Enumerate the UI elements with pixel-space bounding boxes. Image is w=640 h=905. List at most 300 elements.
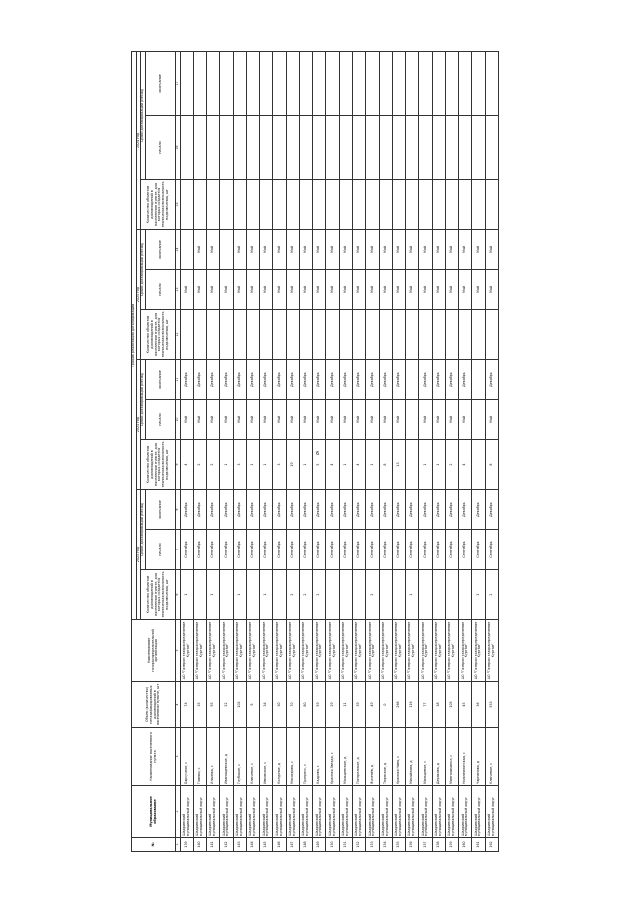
start-2024-cell <box>472 116 485 180</box>
settlement-cell: Красная Нива, с <box>392 728 405 786</box>
row-number: 145 <box>260 838 273 852</box>
row-number: 161 <box>472 838 485 852</box>
count-2025-cell <box>485 310 498 360</box>
start-2024-cell <box>392 116 405 180</box>
start-2024-cell <box>485 116 498 180</box>
settlement-cell: Михайлова, д <box>406 728 419 786</box>
settlement-cell: Ключевое, с <box>485 728 498 786</box>
column-number: 8 <box>176 490 180 530</box>
end-2025-cell: Май <box>260 230 273 270</box>
start-2024-cell <box>379 116 392 180</box>
start-2023b-cell: Май <box>286 400 299 440</box>
end-2023b-cell: Декабрь <box>286 360 299 400</box>
start-2025-cell: Май <box>260 270 273 310</box>
gdo-cell: АО "Газпром газораспределение Курган" <box>445 620 458 682</box>
header-count-4: Количество объектов домовладений в населенном пункте, для которых создается техническая возможность подключения, шт <box>141 180 176 230</box>
end-2025-cell: Май <box>233 230 246 270</box>
settlement-cell: Иванищевское, д <box>220 728 233 786</box>
start-2025-cell: Май <box>352 270 365 310</box>
table-row <box>286 51 299 851</box>
count-2023-cell: 1 <box>406 570 419 620</box>
table-row <box>246 51 259 851</box>
start-2023b-cell: Май <box>273 400 286 440</box>
municipality-cell: Шадринский муниципальный округ <box>326 786 339 838</box>
row-number: 152 <box>352 838 365 852</box>
end-2024-cell <box>299 51 312 115</box>
start-2023b-cell: Май <box>233 400 246 440</box>
end-2025-cell: Май <box>445 230 458 270</box>
objects-count-cell: 70 <box>286 682 299 728</box>
end-2025-cell: Май <box>273 230 286 270</box>
objects-count-cell: 29 <box>326 682 339 728</box>
row-number: 150 <box>326 838 339 852</box>
count-2025-cell <box>379 310 392 360</box>
column-number: 2 <box>176 786 180 838</box>
end-2023-cell: Декабрь <box>193 490 206 530</box>
municipality-cell: Шадринский муниципальный округ <box>193 786 206 838</box>
count-2024-cell <box>379 180 392 230</box>
count-2023b-cell: 2 <box>445 440 458 490</box>
settlement-cell: Нижнеилатская, с <box>459 728 472 786</box>
header-year-2024: 2024 год <box>136 51 141 229</box>
objects-count-cell: 0 <box>379 682 392 728</box>
count-2023-cell: 1 <box>207 570 220 620</box>
start-2023-cell: Сентябрь <box>207 530 220 570</box>
settlement-cell: Мальцевское, д <box>339 728 352 786</box>
count-2025-cell <box>419 310 432 360</box>
count-2024-cell <box>193 180 206 230</box>
municipality-cell: Шадринский муниципальный округ <box>432 786 445 838</box>
end-2023b-cell: Декабрь <box>193 360 206 400</box>
objects-count-cell: 36 <box>472 682 485 728</box>
start-2023b-cell <box>406 400 419 440</box>
start-2024-cell <box>445 116 458 180</box>
settlement-cell: Ильинка, с <box>207 728 220 786</box>
start-2023-cell: Сентябрь <box>260 530 273 570</box>
gasification-schedule-table <box>131 51 499 852</box>
municipality-cell: Шадринский муниципальный округ <box>339 786 352 838</box>
end-2025-cell: Май <box>313 230 326 270</box>
objects-count-cell: 59 <box>313 682 326 728</box>
header-municipality: Муниципальное образование <box>132 786 176 838</box>
end-2025-cell: Май <box>406 230 419 270</box>
start-2023b-cell: Май <box>352 400 365 440</box>
end-2023-cell: Декабрь <box>326 490 339 530</box>
column-number: 16 <box>176 116 180 180</box>
end-2023-cell: Декабрь <box>273 490 286 530</box>
row-number: 151 <box>339 838 352 852</box>
settlement-cell: Колурное, д <box>273 728 286 786</box>
start-2025-cell: Май <box>326 270 339 310</box>
municipality-cell: Шадринский муниципальный округ <box>233 786 246 838</box>
column-number: 1 <box>176 838 180 852</box>
count-2023-cell <box>459 570 472 620</box>
end-2023b-cell <box>472 360 485 400</box>
end-2025-cell: Май <box>485 230 498 270</box>
end-2023-cell: Декабрь <box>472 490 485 530</box>
end-2023-cell: Декабрь <box>246 490 259 530</box>
count-2025-cell <box>220 310 233 360</box>
start-2024-cell <box>180 116 193 180</box>
municipality-cell: Шадринский муниципальный округ <box>299 786 312 838</box>
start-2023-cell: Сентябрь <box>472 530 485 570</box>
end-2024-cell <box>485 51 498 115</box>
end-2023-cell: Декабрь <box>392 490 405 530</box>
settlement-cell: Глубокое, с <box>233 728 246 786</box>
column-number: 6 <box>176 570 180 620</box>
start-2025-cell: Май <box>299 270 312 310</box>
start-2025-cell: Май <box>445 270 458 310</box>
table-row <box>180 51 193 851</box>
end-2023-cell: Декабрь <box>432 490 445 530</box>
row-number: 141 <box>207 838 220 852</box>
end-2025-cell: Май <box>207 230 220 270</box>
end-2025-cell <box>180 230 193 270</box>
start-2025-cell: Май <box>339 270 352 310</box>
column-number: 3 <box>176 728 180 786</box>
column-number: 15 <box>176 180 180 230</box>
count-2023b-cell: 3 <box>233 440 246 490</box>
start-2023-cell: Сентябрь <box>313 530 326 570</box>
end-2024-cell <box>419 51 432 115</box>
objects-count-cell: 102 <box>233 682 246 728</box>
start-2023-cell: Сентябрь <box>459 530 472 570</box>
gdo-cell: АО "Газпром газораспределение Курган" <box>299 620 312 682</box>
gdo-cell: АО "Газпром газораспределение Курган" <box>339 620 352 682</box>
header-terms-3: Сроки догазификации (месяц) <box>141 230 146 310</box>
count-2023-cell: 1 <box>233 570 246 620</box>
gdo-cell: АО "Газпром газораспределение Курган" <box>193 620 206 682</box>
count-2023-cell <box>419 570 432 620</box>
count-2023b-cell: 4 <box>459 440 472 490</box>
count-2023-cell <box>220 570 233 620</box>
row-number: 156 <box>406 838 419 852</box>
table-row <box>207 51 220 851</box>
start-2025-cell: Май <box>432 270 445 310</box>
count-2024-cell <box>326 180 339 230</box>
count-2023b-cell <box>406 440 419 490</box>
end-2025-cell: Май <box>419 230 432 270</box>
municipality-cell: Шадринский муниципальный округ <box>273 786 286 838</box>
end-2023b-cell: Декабрь <box>246 360 259 400</box>
end-2024-cell <box>472 51 485 115</box>
count-2024-cell <box>246 180 259 230</box>
end-2023b-cell: Декабрь <box>392 360 405 400</box>
count-2025-cell <box>366 310 379 360</box>
count-2024-cell <box>273 180 286 230</box>
count-2023-cell: 2 <box>286 570 299 620</box>
count-2023b-cell <box>472 440 485 490</box>
end-2023-cell: Декабрь <box>220 490 233 530</box>
objects-count-cell: 49 <box>366 682 379 728</box>
end-2023b-cell: Декабрь <box>313 360 326 400</box>
start-2025-cell: Май <box>273 270 286 310</box>
end-2023b-cell: Декабрь <box>273 360 286 400</box>
header-year-2023b: 2023 год <box>136 360 141 490</box>
column-number: 12 <box>176 310 180 360</box>
municipality-cell: Шадринский муниципальный округ <box>406 786 419 838</box>
objects-count-cell: 38 <box>432 682 445 728</box>
settlement-cell: Ячменёв, д <box>366 728 379 786</box>
objects-count-cell: 45 <box>459 682 472 728</box>
start-2023b-cell: Май <box>485 400 498 440</box>
gdo-cell: АО "Газпром газораспределение Курган" <box>392 620 405 682</box>
municipality-cell: Шадринский муниципальный округ <box>180 786 193 838</box>
header-count-3: Количество объектов домовладений в населенном пункте, для которых создается техническая возможность подключения, шт <box>141 310 176 360</box>
start-2023-cell: Сентябрь <box>339 530 352 570</box>
start-2024-cell <box>406 116 419 180</box>
row-number: 153 <box>366 838 379 852</box>
municipality-cell: Шадринский муниципальный округ <box>220 786 233 838</box>
end-2023b-cell: Декабрь <box>459 360 472 400</box>
start-2024-cell <box>260 116 273 180</box>
count-2023-cell: 2 <box>313 570 326 620</box>
end-2023-cell: Декабрь <box>233 490 246 530</box>
end-2023-cell: Декабрь <box>459 490 472 530</box>
end-2023-cell: Декабрь <box>406 490 419 530</box>
count-2024-cell <box>445 180 458 230</box>
count-2023b-cell: 1 <box>366 440 379 490</box>
count-2023b-cell: 4 <box>180 440 193 490</box>
table-row <box>299 51 312 851</box>
row-number: 142 <box>220 838 233 852</box>
count-2024-cell <box>432 180 445 230</box>
start-2025-cell: Май <box>406 270 419 310</box>
count-2023b-cell: 2 <box>193 440 206 490</box>
end-2023b-cell: Декабрь <box>220 360 233 400</box>
end-2023-cell: Декабрь <box>339 490 352 530</box>
start-2024-cell <box>273 116 286 180</box>
end-2023-cell: Декабрь <box>366 490 379 530</box>
header-settlement: Наименование населенного пункта <box>132 728 176 786</box>
count-2025-cell <box>233 310 246 360</box>
row-number: 155 <box>392 838 405 852</box>
start-2023-cell: Сентябрь <box>392 530 405 570</box>
start-2023b-cell: Май <box>220 400 233 440</box>
count-2024-cell <box>472 180 485 230</box>
start-2025-cell: Май <box>220 270 233 310</box>
municipality-cell: Шадринский муниципальный округ <box>366 786 379 838</box>
objects-count-cell: 266 <box>392 682 405 728</box>
count-2024-cell <box>419 180 432 230</box>
start-2023b-cell: Май <box>260 400 273 440</box>
count-2023-cell: 1 <box>180 570 193 620</box>
gdo-cell: АО "Газпром газораспределение Курган" <box>220 620 233 682</box>
count-2023-cell <box>246 570 259 620</box>
start-2023-cell: Сентябрь <box>485 530 498 570</box>
header-start-4: начало <box>146 116 176 180</box>
start-2025-cell: Май <box>459 270 472 310</box>
table-row <box>432 51 445 851</box>
gdo-cell: АО "Газпром газораспределение Курган" <box>419 620 432 682</box>
end-2023b-cell <box>406 360 419 400</box>
count-2023b-cell: 13 <box>392 440 405 490</box>
start-2024-cell <box>339 116 352 180</box>
settlement-cell: Деряхова, д <box>432 728 445 786</box>
start-2023b-cell: Май <box>299 400 312 440</box>
end-2025-cell: Май <box>286 230 299 270</box>
table-row <box>406 51 419 851</box>
header-terms-1: Сроки догазификации (месяц) <box>141 490 146 570</box>
start-2025-cell: Май <box>207 270 220 310</box>
end-2025-cell: Май <box>379 230 392 270</box>
end-2025-cell: Май <box>193 230 206 270</box>
row-number: 160 <box>459 838 472 852</box>
table-row <box>260 51 273 851</box>
start-2023b-cell: Май <box>432 400 445 440</box>
settlement-cell: Мингалихинсл, с <box>445 728 458 786</box>
gdo-cell: АО "Газпром газораспределение Курган" <box>379 620 392 682</box>
count-2023-cell <box>392 570 405 620</box>
table-row <box>366 51 379 851</box>
end-2023-cell: Декабрь <box>379 490 392 530</box>
table-row <box>392 51 405 851</box>
table-row <box>472 51 485 851</box>
end-2023-cell: Декабрь <box>419 490 432 530</box>
count-2023-cell: 2 <box>299 570 312 620</box>
start-2023-cell: Сентябрь <box>220 530 233 570</box>
municipality-cell: Шадринский муниципальный округ <box>246 786 259 838</box>
header-index: № <box>132 838 176 852</box>
column-number: 9 <box>176 440 180 490</box>
end-2024-cell <box>246 51 259 115</box>
end-2024-cell <box>366 51 379 115</box>
count-2023-cell <box>445 570 458 620</box>
start-2023-cell: Сентябрь <box>445 530 458 570</box>
end-2023-cell: Декабрь <box>299 490 312 530</box>
count-2024-cell <box>180 180 193 230</box>
row-number: 149 <box>313 838 326 852</box>
header-terms-2: Сроки догазификации (месяц) <box>141 360 146 440</box>
start-2025-cell: Май <box>246 270 259 310</box>
start-2023-cell: Сентябрь <box>246 530 259 570</box>
settlement-cell: Глинки, с <box>193 728 206 786</box>
count-2023b-cell: 3 <box>273 440 286 490</box>
start-2024-cell <box>233 116 246 180</box>
end-2024-cell <box>352 51 365 115</box>
end-2023b-cell: Декабрь <box>445 360 458 400</box>
end-2023-cell: Декабрь <box>313 490 326 530</box>
end-2024-cell <box>207 51 220 115</box>
start-2024-cell <box>299 116 312 180</box>
row-number: 144 <box>246 838 259 852</box>
settlement-cell: Ивковское, с <box>260 728 273 786</box>
column-number: 7 <box>176 530 180 570</box>
start-2024-cell <box>432 116 445 180</box>
header-gdo: Наименование газораспределительной организации <box>132 620 176 682</box>
header-year-2025: 2025 год <box>136 230 141 360</box>
start-2023b-cell: Май <box>326 400 339 440</box>
start-2023b-cell: Май <box>459 400 472 440</box>
start-2025-cell: Май <box>180 270 193 310</box>
settlement-cell: Мясоедова, с <box>286 728 299 786</box>
municipality-cell: Шадринский муниципальный округ <box>472 786 485 838</box>
count-2023-cell: 1 <box>260 570 273 620</box>
count-2025-cell <box>432 310 445 360</box>
count-2025-cell <box>193 310 206 360</box>
objects-count-cell: 95 <box>207 682 220 728</box>
count-2025-cell <box>445 310 458 360</box>
gdo-cell: АО "Газпром газораспределение Курган" <box>207 620 220 682</box>
end-2024-cell <box>313 51 326 115</box>
count-2023-cell: 2 <box>485 570 498 620</box>
table-row <box>459 51 472 851</box>
start-2023-cell: Сентябрь <box>352 530 365 570</box>
count-2023-cell: 1 <box>472 570 485 620</box>
end-2023b-cell: Декабрь <box>180 360 193 400</box>
count-2023b-cell: 1 <box>220 440 233 490</box>
header-objects: Объем (количество) негазифицированных домовладений в населенном пункте, шт <box>132 682 176 728</box>
end-2023b-cell: Декабрь <box>366 360 379 400</box>
start-2023b-cell: Май <box>419 400 432 440</box>
objects-count-cell: 35 <box>193 682 206 728</box>
start-2023b-cell: Май <box>445 400 458 440</box>
end-2023b-cell: Декабрь <box>379 360 392 400</box>
count-2023b-cell: 1 <box>432 440 445 490</box>
municipality-cell: Шадринский муниципальный округ <box>419 786 432 838</box>
end-2023b-cell: Декабрь <box>299 360 312 400</box>
end-2023b-cell: Декабрь <box>260 360 273 400</box>
start-2025-cell: Май <box>233 270 246 310</box>
row-number: 157 <box>419 838 432 852</box>
count-2023b-cell: 5 <box>313 440 326 490</box>
count-2023-cell <box>352 570 365 620</box>
start-2023-cell: Сентябрь <box>273 530 286 570</box>
objects-count-cell: 74 <box>180 682 193 728</box>
start-2024-cell <box>286 116 299 180</box>
end-2023b-cell: Декабрь <box>485 360 498 400</box>
header-end-1: окончание <box>146 490 176 530</box>
row-number: 162 <box>485 838 498 852</box>
row-number: 159 <box>445 838 458 852</box>
end-2024-cell <box>379 51 392 115</box>
table-row <box>233 51 246 851</box>
table-row <box>220 51 233 851</box>
objects-count-cell: 116 <box>406 682 419 728</box>
start-2024-cell <box>352 116 365 180</box>
end-2023b-cell: Декабрь <box>352 360 365 400</box>
gdo-cell: АО "Газпром газораспределение Курган" <box>485 620 498 682</box>
start-2024-cell <box>207 116 220 180</box>
count-2023b-cell: 1 <box>419 440 432 490</box>
header-start-3: начало <box>146 270 176 310</box>
gdo-cell: АО "Газпром газораспределение Курган" <box>246 620 259 682</box>
count-2024-cell <box>459 180 472 230</box>
settlement-cell: Прогресс, с <box>299 728 312 786</box>
start-2023-cell: Сентябрь <box>193 530 206 570</box>
table-row <box>193 51 206 851</box>
end-2023-cell: Декабрь <box>485 490 498 530</box>
count-2024-cell <box>299 180 312 230</box>
start-2024-cell <box>326 116 339 180</box>
end-2024-cell <box>392 51 405 115</box>
municipality-cell: Шадринский муниципальный округ <box>286 786 299 838</box>
table-row <box>352 51 365 851</box>
start-2023-cell: Сентябрь <box>180 530 193 570</box>
table-row <box>445 51 458 851</box>
end-2023b-cell: Декабрь <box>326 360 339 400</box>
start-2025-cell: Май <box>472 270 485 310</box>
end-2024-cell <box>326 51 339 115</box>
end-2025-cell: Май <box>339 230 352 270</box>
end-2023-cell: Декабрь <box>445 490 458 530</box>
row-number: 147 <box>286 838 299 852</box>
count-2024-cell <box>260 180 273 230</box>
start-2023b-cell: Май <box>193 400 206 440</box>
start-2025-cell: Май <box>379 270 392 310</box>
count-2023b-cell: 4 <box>326 440 339 490</box>
start-2025-cell: Май <box>392 270 405 310</box>
